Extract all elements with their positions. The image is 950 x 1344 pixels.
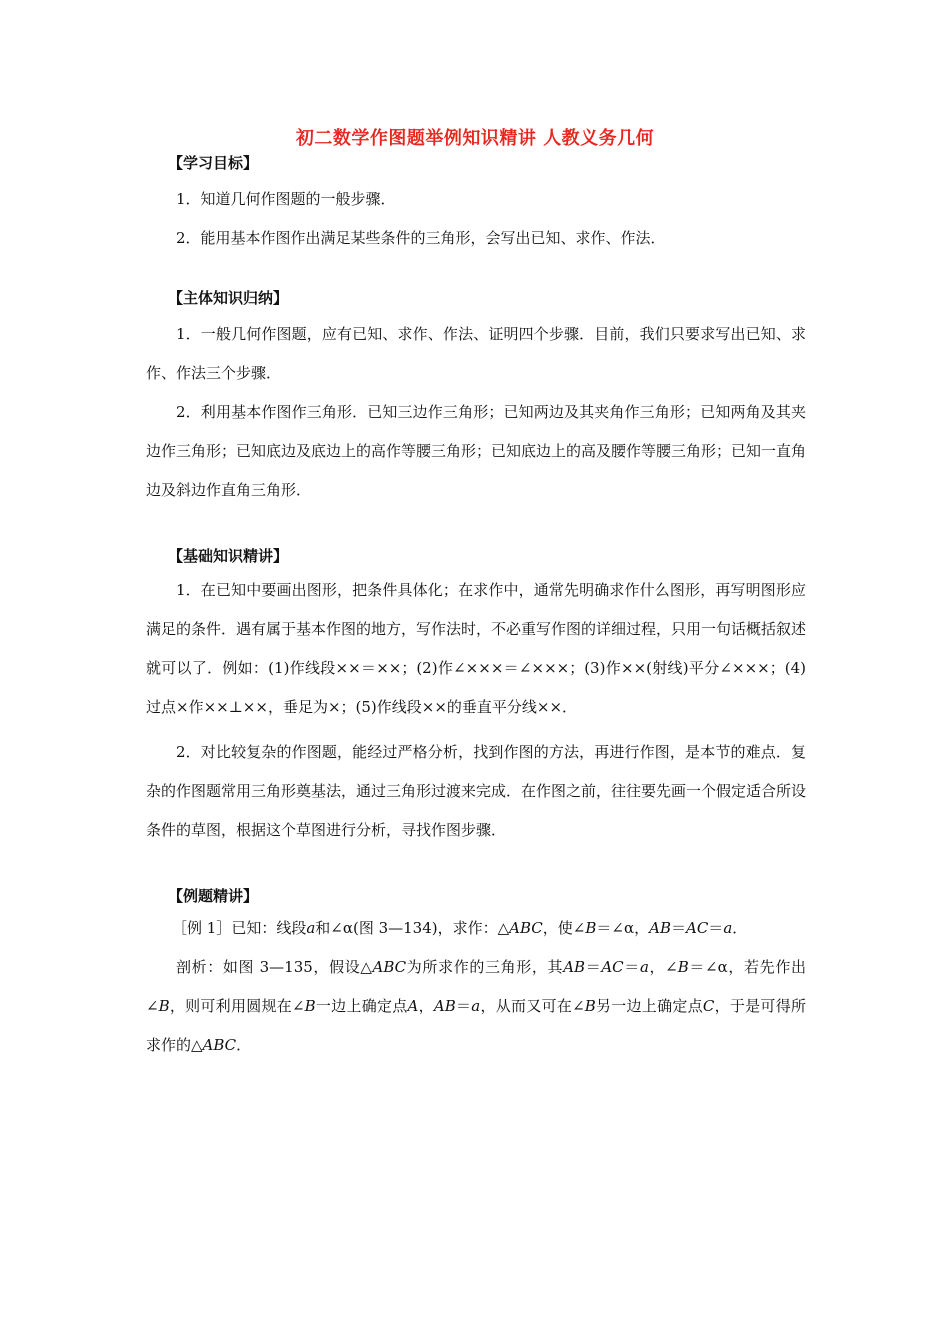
basics-item-2: 2．对比较复杂的作图题，能经过严格分析，找到作图的方法，再进行作图，是本节的难点．复杂的作图题常用三角形奠基法，通过三角形过渡来完成．在作图之前，往往要先画一个假定适合所设条件的草图，根据这个草图进行分析，寻找作图步骤．	[146, 743, 807, 839]
document-title: 初二数学作图题举例知识精讲 人教义务几何	[295, 128, 655, 149]
goal-item-2: 2．能用基本作图作出满足某些条件的三角形，会写出已知、求作、作法．	[176, 229, 666, 247]
example-1-analysis: 剖析：如图 3—135，假设△ABC为所求作的三角形，其AB＝AC＝a，∠B＝∠α，若先作出∠B，则可利用圆规在∠B一边上确定点A，AB＝a，从而又可在∠B另一边上确定点C，于是可得所求作的△ABC．	[146, 958, 806, 1054]
example-1: ［例 1］已知：线段a和∠α(图 3—134)，求作：△ABC，使∠B＝∠α，AB＝AC＝a．	[172, 919, 748, 937]
example-label: ［例 1］	[172, 919, 232, 937]
summary-item-2: 2．利用基本作图作三角形．已知三边作三角形；已知两边及其夹角作三角形；已知两角及其夹边作三角形；已知底边及底边上的高作等腰三角形；已知底边上的高及腰作等腰三角形；已知一直角边及斜边作直角三角形．	[146, 403, 807, 499]
heading-knowledge-summary: 【主体知识归纳】	[168, 289, 289, 307]
heading-basic-knowledge: 【基础知识精讲】	[168, 547, 289, 565]
goal-item-1: 1．知道几何作图题的一般步骤．	[176, 190, 396, 208]
basics-item-1: 1．在已知中要画出图形，把条件具体化；在求作中，通常先明确求作什么图形，再写明图形应满足的条件．遇有属于基本作图的地方，写作法时，不必重写作图的详细过程，只用一句话概括叙述就可以了．例如：(1)作线段××＝××；(2)作∠×××＝∠×××；(3)作××(射线)平分∠×××；(4)过点×作××⊥××，垂足为×；(5)作线段××的垂直平分线××．	[146, 581, 807, 716]
heading-examples: 【例题精讲】	[168, 887, 259, 905]
heading-learning-goals: 【学习目标】	[168, 154, 259, 172]
summary-item-1: 1．一般几何作图题，应有已知、求作、作法、证明四个步骤．目前，我们只要求写出已知、求作、作法三个步骤．	[146, 325, 806, 382]
